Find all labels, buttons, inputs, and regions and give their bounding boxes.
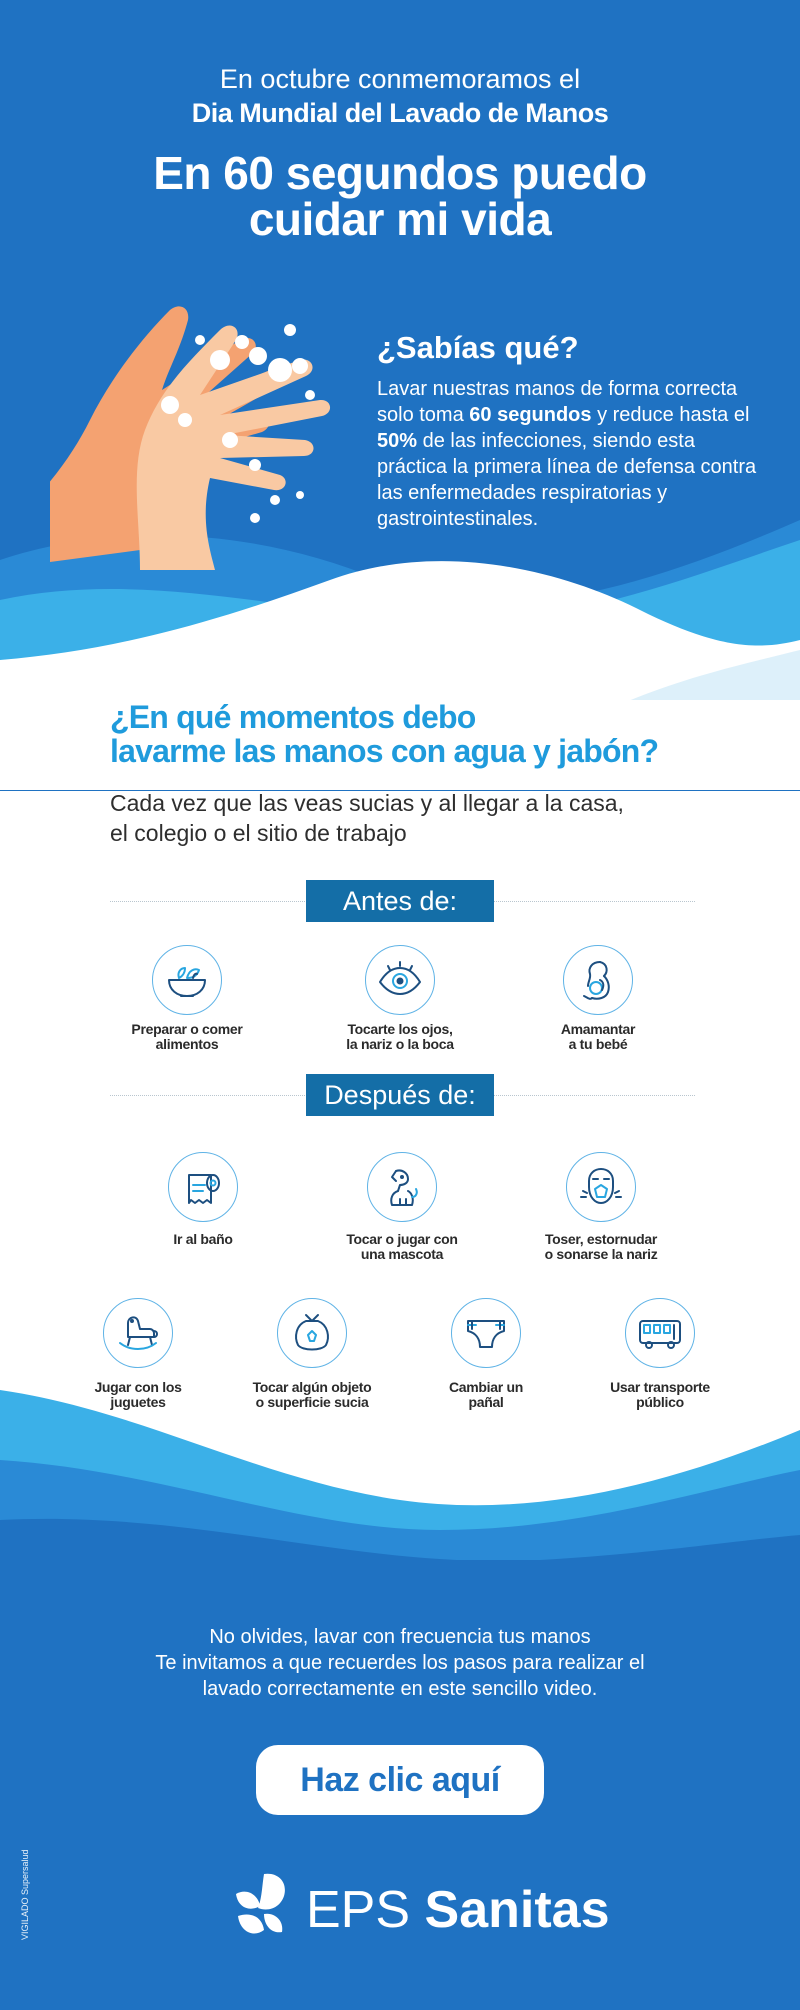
did-you-know-text-part1: Lavar nuestras manos de forma correcta solo toma [377, 378, 738, 426]
diaper-icon [451, 1298, 521, 1368]
eye-icon [365, 945, 435, 1015]
despues-item-4-line1: Jugar con los [94, 1379, 182, 1395]
despues-item-5-line1: Tocar algún objeto [252, 1379, 372, 1395]
logo-sanitas-text: Sanitas [424, 1881, 610, 1939]
despues-item-1-line1: Ir al baño [173, 1231, 233, 1247]
despues-item-label-6 [401, 1380, 571, 1410]
moments-subheading [110, 788, 710, 848]
despues-item-2-line2: una mascota [360, 1246, 444, 1262]
did-you-know-title: ¿Sabías qué? [377, 330, 579, 365]
washing-hands-illustration [50, 300, 370, 570]
despues-item-4-line2: juguetes [110, 1394, 166, 1410]
despues-item-label-3 [516, 1232, 686, 1262]
despues-item-2-line1: Tocar o jugar con [346, 1231, 458, 1247]
breastfeeding-icon [563, 945, 633, 1015]
despues-item-7-line2: público [636, 1394, 684, 1410]
despues-item-7-line1: Usar transporte [610, 1379, 710, 1395]
antes-item-3-line2: a tu bebé [568, 1036, 628, 1052]
dog-icon [367, 1152, 437, 1222]
moments-heading-line2: lavarme las manos con agua y jabón? [110, 733, 659, 769]
despues-item-6-line1: Cambiar un [448, 1379, 523, 1395]
logo-wordmark [306, 1880, 610, 1940]
despues-item-5-line2: o superficie sucia [255, 1394, 369, 1410]
footer-message [0, 1624, 800, 1702]
despues-item-3-line2: o sonarse la nariz [544, 1246, 658, 1262]
moments-subheading-line1: Cada vez que las veas sucias y al llegar a la casa, [110, 790, 624, 816]
antes-item-1-line1: Preparar o comer [131, 1021, 243, 1037]
despues-item-label-5 [227, 1380, 397, 1410]
antes-item-label-1 [102, 1022, 272, 1052]
antes-item-label-2 [315, 1022, 485, 1052]
page-title-line2: cuidar mi vida [248, 193, 552, 245]
despues-item-label-4 [53, 1380, 223, 1410]
did-you-know-text [377, 376, 757, 532]
header-event-name: Dia Mundial del Lavado de Manos [191, 98, 609, 128]
moments-heading-line1: ¿En qué momentos debo [110, 699, 476, 735]
click-here-button[interactable]: Haz clic aquí [256, 1745, 544, 1815]
footer-message-line2: Te invitamos a que recuerdes los pasos para realizar el [155, 1652, 645, 1674]
trash-bag-icon [277, 1298, 347, 1368]
footer-message-line1: No olvides, lavar con frecuencia tus manos [209, 1626, 591, 1648]
antes-item-2-line1: Tocarte los ojos, [347, 1021, 453, 1037]
despues-item-6-line2: pañal [468, 1394, 504, 1410]
sanitas-leaf-icon [228, 1868, 300, 1948]
antes-item-label-3 [513, 1022, 683, 1052]
despues-item-label-2 [317, 1232, 487, 1262]
footer-message-line3: lavado correctamente en este sencillo video. [202, 1678, 598, 1700]
despues-label: Después de: [306, 1074, 494, 1116]
eps-sanitas-logo [228, 1862, 610, 1952]
page-title [0, 147, 800, 245]
moments-heading [110, 700, 710, 768]
food-bowl-icon [152, 945, 222, 1015]
bus-icon [625, 1298, 695, 1368]
moments-subheading-line2: el colegio o el sitio de trabajo [110, 820, 407, 846]
antes-label: Antes de: [306, 880, 494, 922]
antes-item-3-line1: Amamantar [560, 1021, 636, 1037]
page-title-line1: En 60 segundos puedo [153, 147, 647, 199]
despues-item-label-7 [575, 1380, 745, 1410]
logo-eps-text: EPS [306, 1881, 411, 1939]
despues-item-label-1 [118, 1232, 288, 1247]
vigilado-supersalud-mark: VIGILADO Supersalud [20, 1849, 30, 1940]
rocking-horse-icon [103, 1298, 173, 1368]
header-intro: En octubre conmemoramos el [219, 64, 581, 94]
toilet-paper-icon [168, 1152, 238, 1222]
did-you-know-highlight-seconds: 60 segundos [469, 404, 592, 426]
sneeze-icon [566, 1152, 636, 1222]
despues-item-3-line1: Toser, estornudar [544, 1231, 658, 1247]
antes-item-1-line2: alimentos [155, 1036, 219, 1052]
did-you-know-text-part3: de las infecciones, siendo esta práctica la primera línea de defensa contra las enfermedades respiratorias y gastrointestinales. [377, 430, 757, 530]
did-you-know-text-part2: y reduce hasta el [591, 404, 750, 426]
did-you-know-highlight-percent: 50% [377, 430, 418, 452]
antes-item-2-line2: la nariz o la boca [346, 1036, 454, 1052]
